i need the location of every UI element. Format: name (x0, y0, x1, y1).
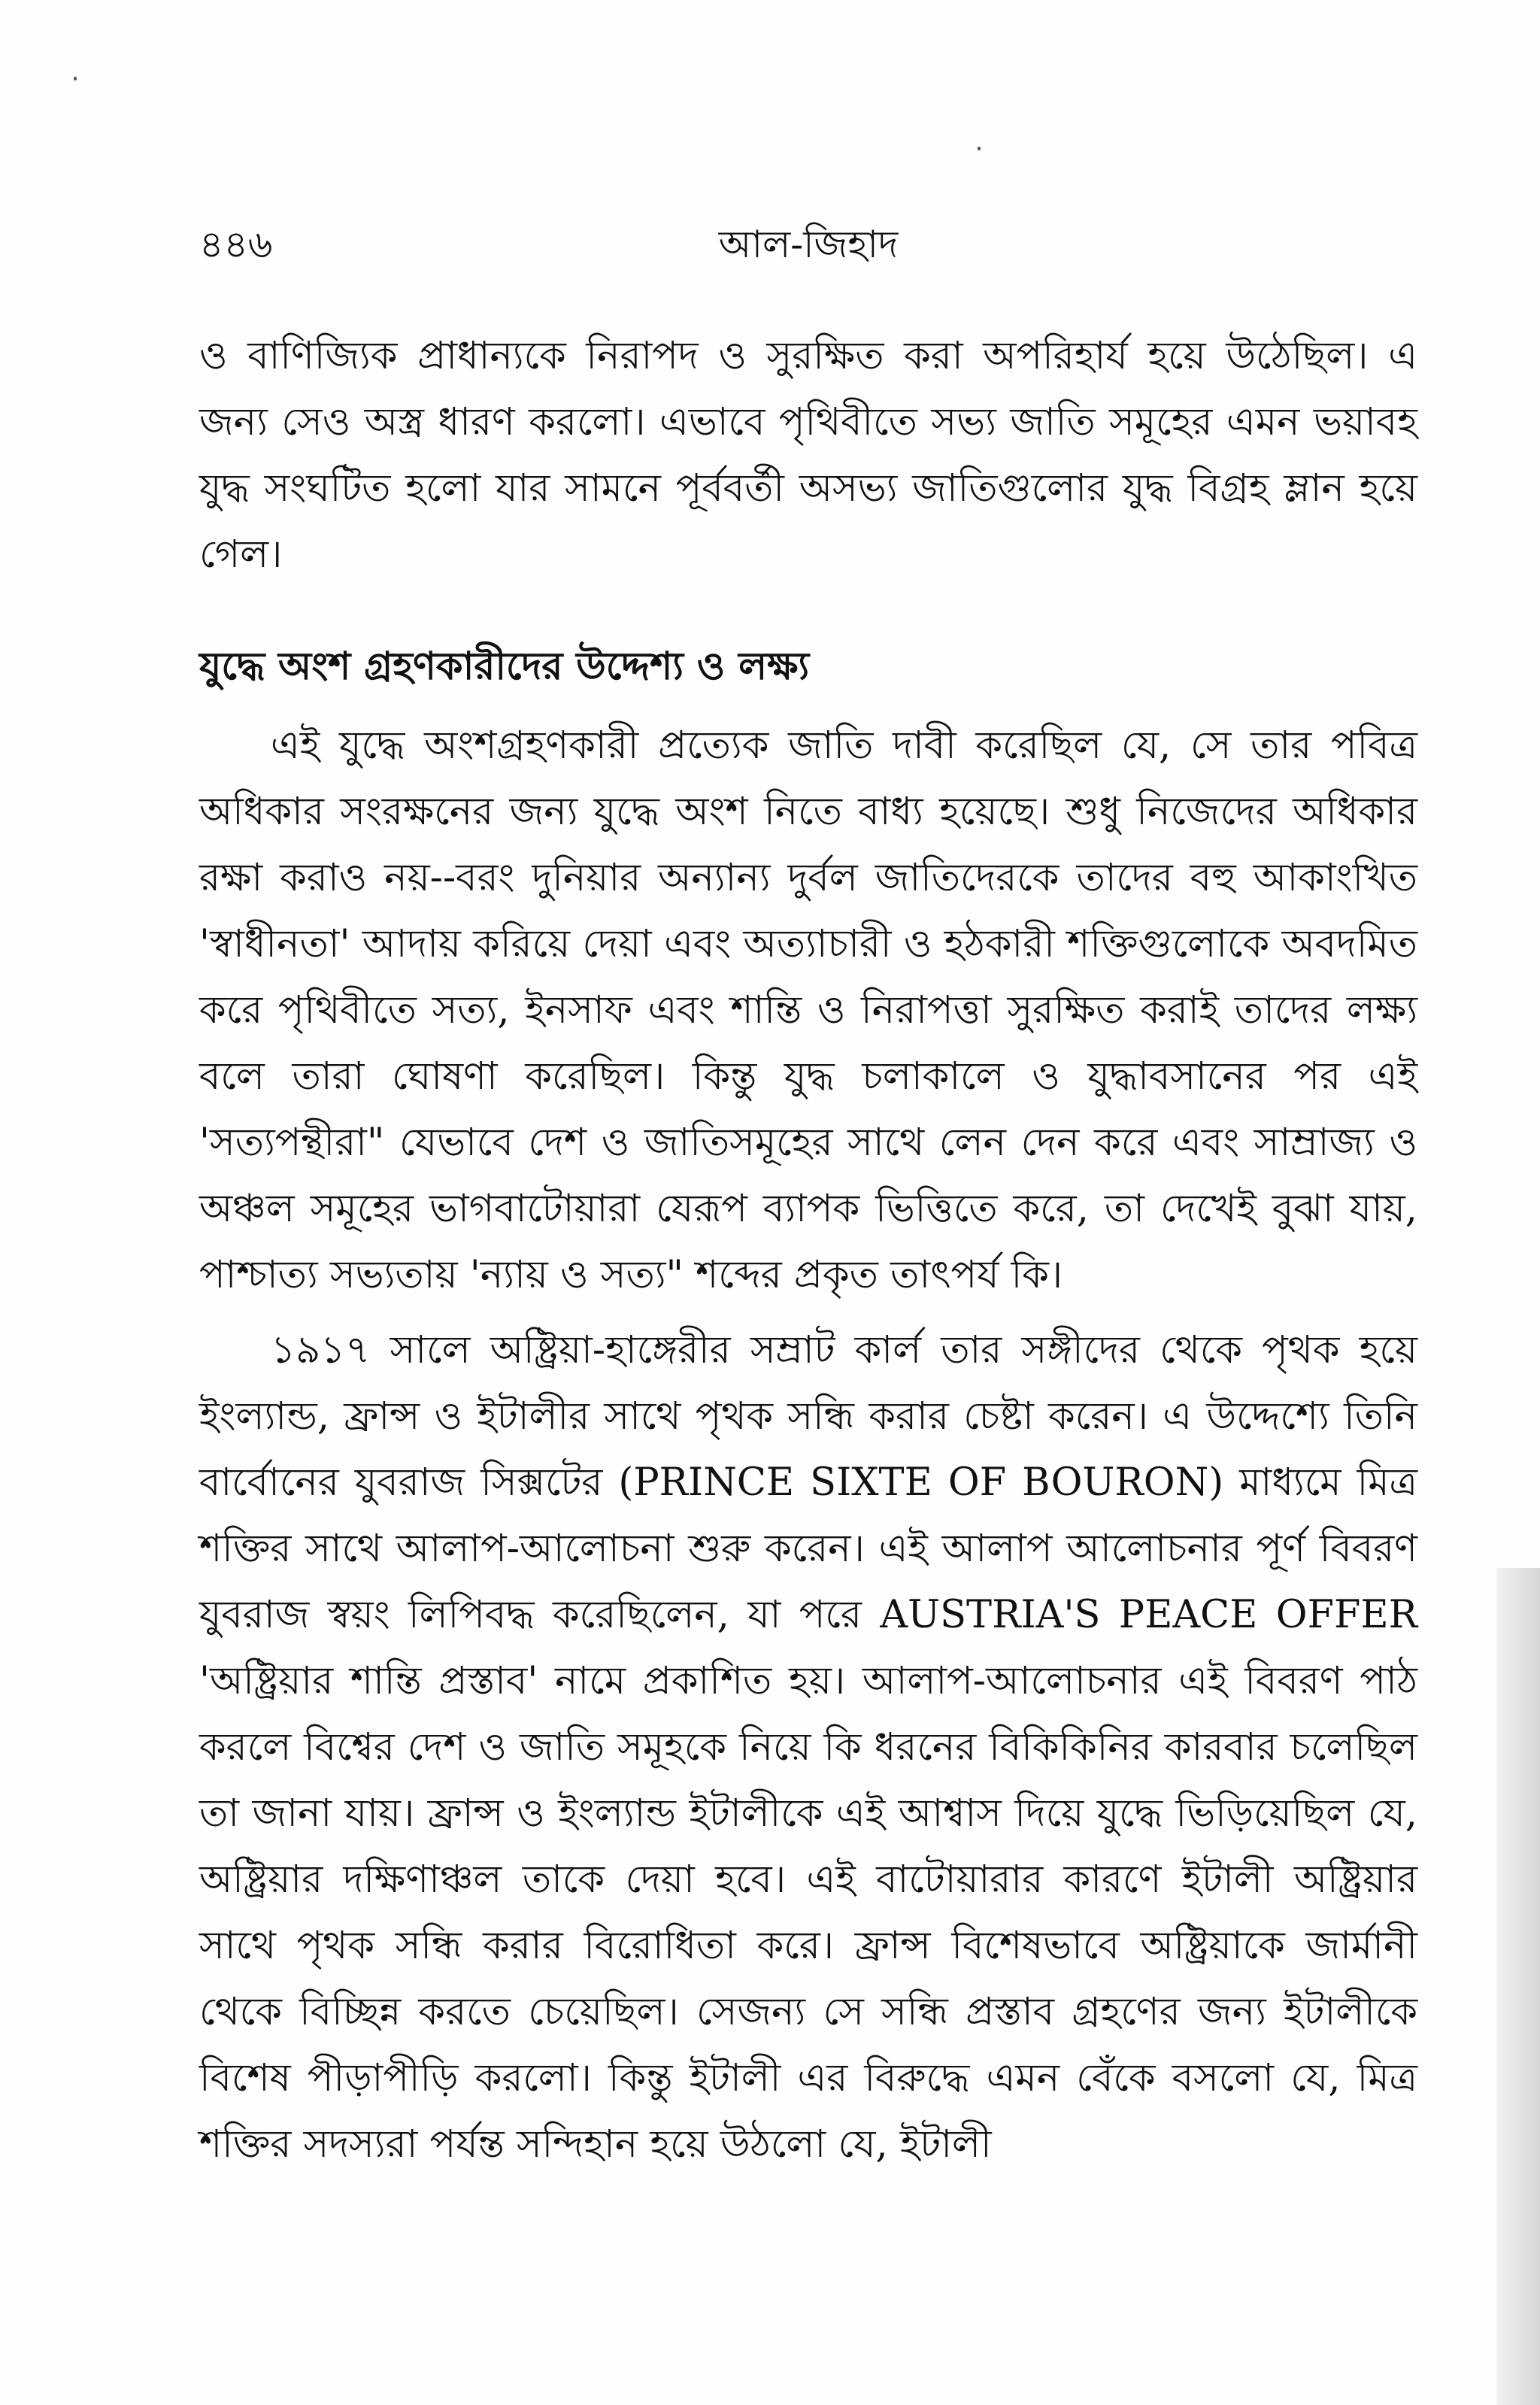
paragraph-gap (199, 1309, 1417, 1318)
page-header (199, 214, 1417, 274)
paragraph-continued: ও বাণিজ্যিক প্রাধান্যকে নিরাপদ ও সুরক্ষিত করা অপরিহার্য হয়ে উঠেছিল। এ জন্য সেও অস্ত্র ধারণ করলো। এভাবে পৃথিবীতে সভ্য জাতি সমূহের এমন ভয়াবহ যুদ্ধ সংঘটিত হলো যার সামনে পূর্ববর্তী অসভ্য জাতিগুলোর যুদ্ধ বিগ্রহ ম্লান হয়ে গেল। (199, 334, 1417, 577)
body-text (199, 323, 1417, 2178)
paragraph-austria-1917: ১৯১৭ সালে অষ্ট্রিয়া-হাঙ্গেরীর সম্রাট কার্ল তার সঙ্গীদের থেকে পৃথক হয়ে ইংল্যান্ড, ফ্রান্স ও ইটালীর সাথে পৃথক সন্ধি করার চেষ্টা করেন। এ উদ্দেশ্যে তিনি বার্বোনের যুবরাজ সিক্সটের (PRINCE SIXTE OF BOURON) মাধ্যমে মিত্র শক্তির সাথে আলাপ-আলোচনা শুরু করেন। এই আলাপ আলোচনার পূর্ণ বিবরণ যুবরাজ স্বয়ং লিপিবদ্ধ করেছিলেন, যা পরে AUSTRIA'S PEACE OFFER 'অষ্ট্রিয়ার শান্তি প্রস্তাব' নামে প্রকাশিত হয়। আলাপ-আলোচনার এই বিবরণ পাঠ করলে বিশ্বের দেশ ও জাতি সমূহকে নিয়ে কি ধরনের বিকিকিনির কারবার চলেছিল তা জানা যায়। ফ্রান্স ও ইংল্যান্ড ইটালীকে এই আশ্বাস দিয়ে যুদ্ধে ভিড়িয়েছিল যে, অষ্ট্রিয়ার দক্ষিণাঞ্চল তাকে দেয়া হবে। এই বাটোয়ারার কারণে ইটালী অষ্ট্রিয়ার সাথে পৃথক সন্ধি করার বিরোধিতা করে। ফ্রান্স বিশেষভাবে অষ্ট্রিয়াকে জার্মানী থেকে বিচ্ছিন্ন করতে চেয়েছিল। সেজন্য সে সন্ধি প্রস্তাব গ্রহণের জন্য ইটালীকে বিশেষ পীড়াপীড়ি করলো। কিন্তু ইটালী এর বিরুদ্ধে এমন বেঁকে বসলো যে, মিত্র শক্তির সদস্যরা পর্যন্ত সন্দিহান হয়ে উঠলো যে, ইটালী (199, 1328, 1417, 2167)
scan-speck (978, 147, 981, 150)
page-number: ৪৪৬ (199, 223, 273, 266)
section-heading: যুদ্ধে অংশ গ্রহণকারীদের উদ্দেশ্য ও লক্ষ্য (199, 644, 810, 689)
running-title: আল-জিহাদ (718, 223, 899, 266)
scan-edge-shadow (1496, 1568, 1540, 2405)
scan-speck (74, 77, 77, 80)
paragraph-objectives: এই যুদ্ধে অংশগ্রহণকারী প্রত্যেক জাতি দাবী করেছিল যে, সে তার পবিত্র অধিকার সংরক্ষনের জন্য যুদ্ধে অংশ নিতে বাধ্য হয়েছে। শুধু নিজেদের অধিকার রক্ষা করাও নয়--বরং দুনিয়ার অন্যান্য দুর্বল জাতিদেরকে তাদের বহু আকাংখিত 'স্বাধীনতা' আদায় করিয়ে দেয়া এবং অত্যাচারী ও হঠকারী শক্তিগুলোকে অবদমিত করে পৃথিবীতে সত্য, ইনসাফ এবং শান্তি ও নিরাপত্তা সুরক্ষিত করাই তাদের লক্ষ্য বলে তারা ঘোষণা করেছিল। কিন্তু যুদ্ধ চলাকালে ও যুদ্ধাবসানের পর এই 'সত্যপন্থীরা" যেভাবে দেশ ও জাতিসমূহের সাথে লেন দেন করে এবং সাম্রাজ্য ও অঞ্চল সমূহের ভাগবাটোয়ারা যেরূপ ব্যাপক ভিত্তিতে করে, তা দেখেই বুঝা যায়, পাশ্চাত্য সভ্যতায় 'ন্যায় ও সত্য" শব্দের প্রকৃত তাৎপর্য কি। (199, 723, 1417, 1297)
